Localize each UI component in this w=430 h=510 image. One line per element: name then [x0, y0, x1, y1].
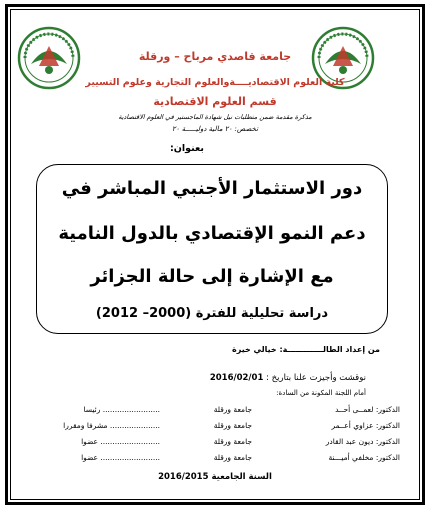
committee-member — [20, 453, 400, 465]
member-university: جامعة ورقلة — [213, 437, 252, 446]
specialty: تخصص: ٢٠ مالية دوليـــــة ٢٠ — [171, 125, 259, 133]
thesis-subtitle: دراسة تحليلية للفترة (2000– 2012) — [95, 306, 329, 321]
committee-member — [20, 421, 400, 433]
thesis-title-line-1: دور الاستثمار الأجنبي المباشر في — [61, 178, 363, 199]
member-role: ......................... عضوا — [81, 453, 160, 462]
student-name: خيالي خيرة — [232, 345, 277, 354]
academic-year: السنة الجامعية 2016/2015 — [158, 472, 272, 482]
prepared-by — [120, 345, 380, 354]
member-name: الدكتور: مخلفي أميـــنة — [328, 453, 400, 462]
member-role: ......................... عضوا — [81, 437, 160, 446]
university-seal-icon — [17, 20, 81, 96]
committee-member — [20, 437, 400, 449]
department-name: قسم العلوم الاقتصادية — [153, 95, 277, 108]
thesis-title-line-2: دعم النمو الإقتصادي بالدول النامية — [58, 223, 366, 244]
member-name: الدكتور: عزاوي أعــمر — [331, 421, 400, 430]
member-university: جامعة ورقلة — [213, 453, 252, 462]
member-role: ........................ رئيسا — [83, 405, 160, 414]
member-university: جامعة ورقلة — [213, 405, 252, 414]
member-name: الدكتور: لعمــى أحــد — [335, 405, 400, 414]
defense-prefix: نوقشت وأجيزت علنا بتاريخ : — [266, 373, 366, 383]
defense-date-line — [160, 373, 366, 383]
member-role: ..................... مشرفا ومقررا — [63, 421, 160, 430]
thesis-title-line-3: مع الإشارة إلى حالة الجزائر — [90, 266, 334, 287]
titled-label: بعنوان: — [170, 143, 204, 154]
member-name: الدكتور: ديون عبد القادر — [325, 437, 400, 446]
member-university: جامعة ورقلة — [213, 421, 252, 430]
prepared-by-label: من إعداد الطالـــــــــــــة: — [279, 345, 380, 354]
university-name: جامعة قاصدي مرباح – ورقلة — [138, 50, 292, 63]
committee-label: أمام اللجنة المكونة من السادة: — [276, 389, 366, 397]
faculty-name: كلية العلوم الاقتصاديــــةوالعلوم التجارية وعلوم التسيير — [85, 77, 345, 88]
defense-date: 2016/02/01 — [209, 373, 264, 383]
committee-member — [20, 405, 400, 417]
memo-description: مذكرة مقدمة ضمن متطلبات نيل شهادة الماجستير في العلوم الاقتصادية — [118, 113, 312, 121]
